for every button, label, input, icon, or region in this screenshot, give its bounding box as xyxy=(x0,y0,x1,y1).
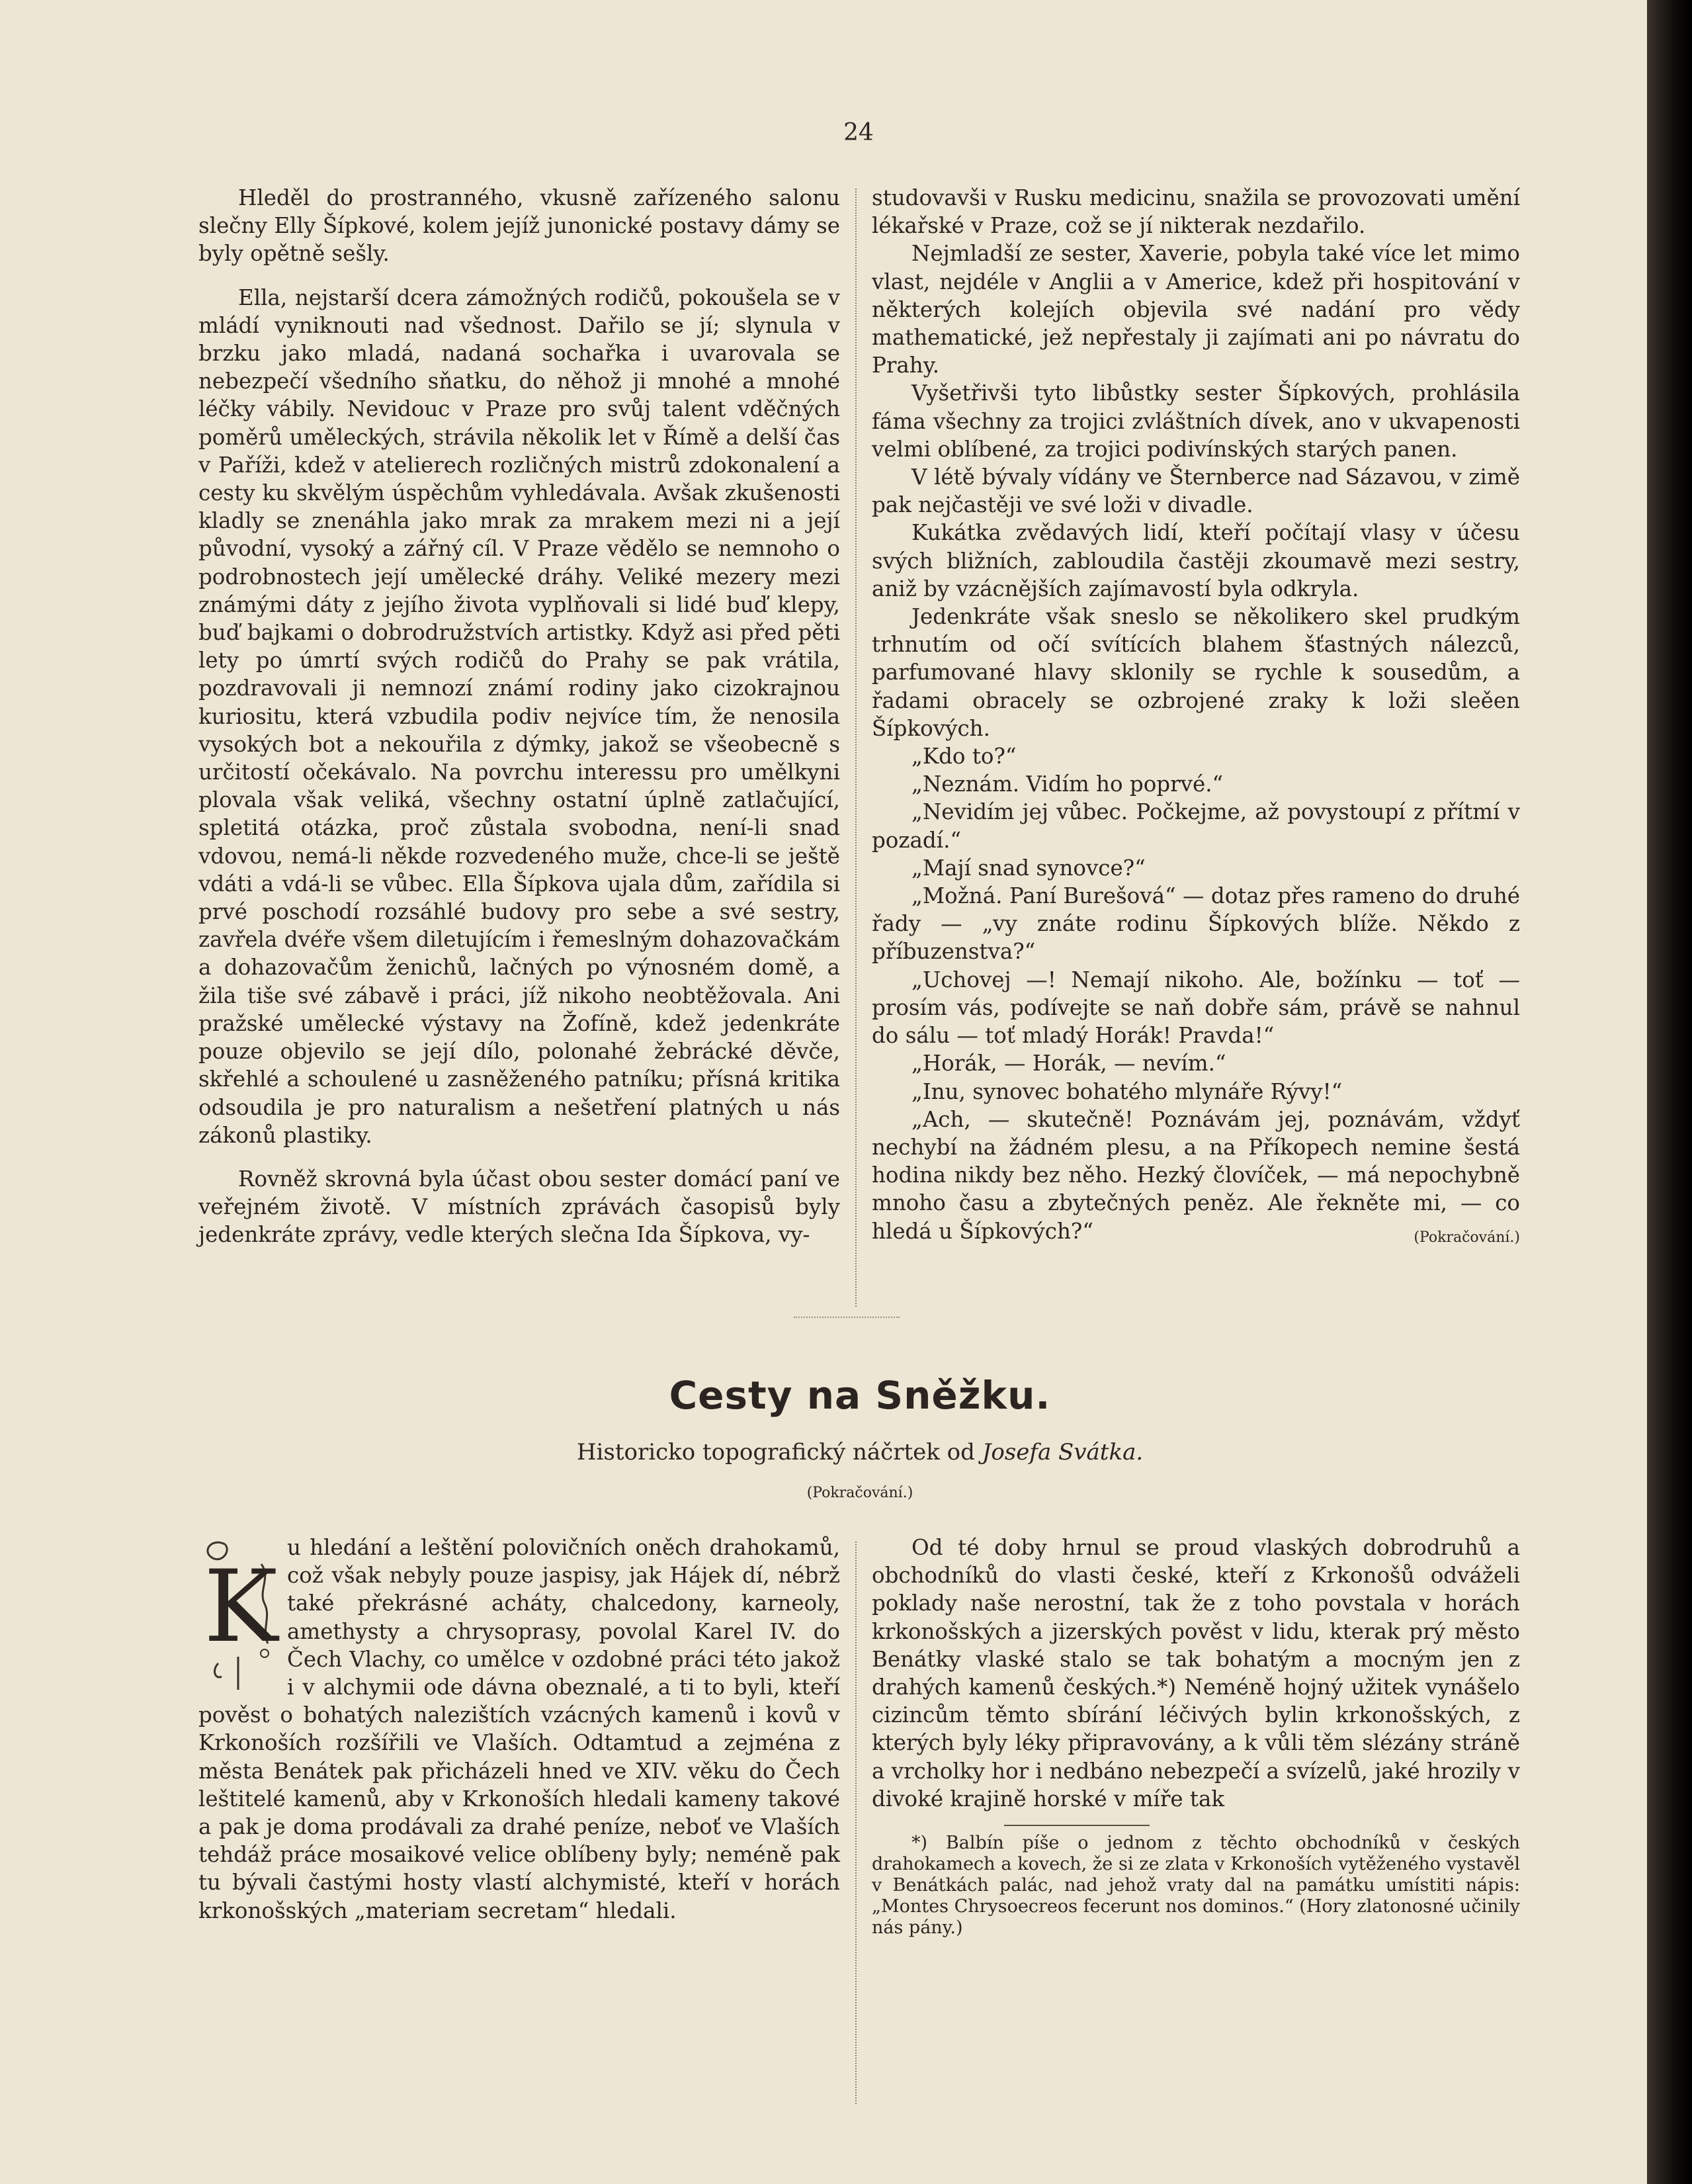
subtitle-text: Historicko topografický náčrtek od xyxy=(576,1439,975,1465)
book-spine-shadow xyxy=(1647,0,1692,2184)
drop-cap-letter: K xyxy=(204,1550,278,1665)
article-paragraph: Od té doby hrnul se proud vlaských dobrodruhů a obchodníků do vlasti české, kteří z Krkonošů odváželi poklady naše nerostní, tak že z toho povstala v horách krkonošských a jizerských pověst v lidu, kterak prý město Benátky vlaské stalo se tak bohatým a mocným jen z drahých kamenů českých.*) Neméně hojný užitek vynášelo cizincům těmto sbírání léčivých bylin krkonošských, z kterých byly léky připravovány, a k vůli těm slézány stráně a vrcholky hor i nedbáno nebezpečí a svízelů, jaké hrozily v divoké krajině horské v míře tak xyxy=(872,1535,1520,1812)
story-paragraph: V létě bývaly vídány ve Šternberce nad Sázavou, v zimě pak nejčastěji ve své loži v divadle. xyxy=(872,464,1520,518)
column-divider xyxy=(855,1542,857,2104)
dialogue-line: „Možná. Paní Burešová“ — dotaz přes rameno do druhé řady — „vy znáte rodinu Šípkových blíže. Někdo z příbuzenstva?“ xyxy=(872,883,1520,965)
article-paragraph: u hledání a leštění polovičních oněch drahokamů, což však nebyly pouze jaspisy, jak Hájek dí, nébrž také překrásné acháty, chalcedony, karneoly, amethysty a chrysoprasy, povolal Karel IV. do Čech Vlachy, co umělce v ozdobné práci této jakož i v alchymii ode dávna obeznalé, a ti to byli, kteří pověst o bohatých nalezištích vzácných kamenů i kovů v Krkonoších rozšířili ve Vlaších. Odtamtud a zejména z města Benátek pak přicházeli hned ve XIV. věku do Čech leštitelé kamenů, aby v Krkonoších hledali kameny takové a pak je doma prodávali za drahé peníze, neboť ve Vlaších tehdáž práce mosaikové velice oblíbeny byly; neméně pak tu bývali častými hosty vlastí alchymisté, kteří v horách krkonošských „materiam secretam“ hledali. xyxy=(198,1535,840,1923)
footnote-rule xyxy=(1004,1825,1150,1826)
dialogue-line: „Neznám. Vidím ho poprvé.“ xyxy=(911,771,1224,797)
article-column-right xyxy=(872,1534,1520,1939)
column-divider xyxy=(855,189,857,1307)
dialogue-line: „Nevidím jej vůbec. Počkejme, až povystoupí z přítmí v pozadí.“ xyxy=(872,799,1520,853)
section-separator xyxy=(794,1317,900,1318)
ornamental-initial xyxy=(198,1538,278,1694)
dialogue-line: „Horák, — Horák, — nevím.“ xyxy=(911,1051,1226,1076)
story-paragraph: Ella, nejstarší dcera zámožných rodičů, pokoušela se v mládí vyniknouti nad všednost. Dařilo se jí; slynula v brzku jako mladá, nadaná sochařka i uvarovala se nebezpečí všedního sňatku, do něhož ji mnohé a mnohé léčky vábily. Nevidouc v Praze pro svůj talent vděčných poměrů uměleckých, strávila několik let v Římě a delší čas v Paříži, kdež v atelierech rozličných mistrů zdokonalení a cesty ku skvělým úspěchům vyhledávala. Avšak zkušenosti kladly se znenáhla jako mrak za mrakem mezi ni a její původní, vysoký a zářný cíl. V Praze vědělo se nemnoho o podrobnostech její umělecké dráhy. Veliké mezery mezi známými dáty z jejího života vyplňovali si lidé buď klepy, buď bajkami o dobrodružstvích artistky. Když asi před pěti lety po úmrtí svých rodičů do Prahy se pak vrátila, pozdravovali ji nemnozí známí rodiny jako cizokrajnou kuriositu, která vzbudila podiv nejvíce tím, že nenosila vysokých bot a nekouřila z dýmky, jakož se všeobecně s určitostí očekávalo. Na povrchu interessu pro umělkyni plovala však veliká, všechny ostatní úplně zatlačující, spletitá otázka, proč zůstala svobodna, není-li snad vdovou, nemá-li někde rozvedeného muže, chce-li se ještě vdáti a vdá-li se vůbec. Ella Šípkova ujala dům, zařídila si prvé poschodí rozsáhlé budovy pro sebe a své sestry, zavřela dvéře všem diletujícím i řemeslným dohazovačkám a dohazovačům ženichů, lačných po výnosném domě, a žila tiše své zábavě i práci, jíž nikoho neobtěžovala. Ani pražské umělecké výstavy na Žofíně, kdež jedenkráte pouze objevilo se její dílo, polonahé žebrácké děvče, skřehlé a schoulené u zasněženého patníku; přísná kritika odsoudila je pro naturalism a nešetření platných u nás zákonů plastiky. xyxy=(198,284,840,1148)
page-number: 24 xyxy=(843,119,874,146)
dialogue-line: „Mají snad synovce?“ xyxy=(911,855,1146,881)
continued-label: (Pokračování.) xyxy=(806,1485,913,1501)
dialogue-line: „Uchovej —! Nemají nikoho. Ale, božínku — toť — prosím vás, podívejte se naň dobře sám, právě se nahnul do sálu — toť mladý Horák! Pravda!“ xyxy=(872,967,1520,1049)
story-paragraph: Rovněž skrovná byla účast obou sester domácí paní ve veřejném životě. V místních zprávách časopisů byly jedenkráte zprávy, vedle kterých slečna Ida Šípkova, vy- xyxy=(198,1166,840,1248)
article-subtitle xyxy=(331,1439,1389,1465)
story-paragraph: Kukátka zvědavých lidí, kteří počítají vlasy v účesu svých bližních, zabloudila častěji zkoumavě mezi sestry, aniž by vzácnějších zajímavostí byla odkryla. xyxy=(872,520,1520,601)
footnote: *) Balbín píše o jednom z těchto obchodníků v českých drahokamech a kovech, že si ze zlata v Krkonoších vytěženého vystavěl v Benátkách palác, nad jehož vraty dal na památku umístiti nápis: „Montes Chrysoecreos fecerunt nos dominos.“ (Hory zlatonosné učinily nás pány.) xyxy=(872,1833,1520,1939)
dialogue-line: „Kdo to?“ xyxy=(911,744,1017,769)
story-paragraph: Vyšetřivši tyto libůstky sester Šípkových, prohlásila fáma všechny za trojici zvláštních dívek, ano v ukvapenosti velmi oblíbené, za trojici podivínských starých panen. xyxy=(872,380,1520,462)
dialogue-text: „Ach, — skutečně! Poznávám jej, poznávám, vždyť nechybí na žádném plesu, a na Příkopech nemine šestá hodina nikdy bez něho. Hezký človíček, — má nepochybně mnoho času a zbytečných peněz. Ale řekněte mi, — co hledá u Šípkových?“ xyxy=(872,1106,1520,1244)
dialogue-line xyxy=(872,1106,1520,1245)
story-paragraph: studovavši v Rusku medicinu, snažila se provozovati umění lékařské v Praze, což se jí nikterak nezdařilo. xyxy=(872,185,1520,239)
story-paragraph: Hleděl do prostranného, vkusně zařízeného salonu slečny Elly Šípkové, kolem jejíž junonické postavy dámy se byly opětně sešly. xyxy=(198,185,840,267)
continuation-note: (Pokračování.) xyxy=(1414,1229,1520,1246)
dialogue-line: „Inu, synovec bohatého mlynáře Rývy!“ xyxy=(911,1078,1343,1104)
story-column-right xyxy=(872,184,1520,1252)
article-title: Cesty na Sněžku. xyxy=(669,1373,1051,1418)
article-column-left xyxy=(198,1534,840,1925)
story-column-left xyxy=(198,184,840,1249)
story-paragraph: Jedenkráte však sneslo se několikero skel prudkým trhnutím od očí svítících blahem šťastných nálezců, parfumované hlavy sklonily se rychle k sousedům, a řadami obracely se ozbrojené zraky k loži sleěen Šípkových. xyxy=(872,604,1520,741)
story-paragraph: Nejmladší ze sester, Xaverie, pobyla také více let mimo vlast, nejdéle v Anglii a v Americe, kdež při hospitování v některých kolejích objevila své nadání pro vědy mathematické, jež nepřestaly ji zajímati ani po návratu do Prahy. xyxy=(872,241,1520,378)
author-name: Josefa Svátka. xyxy=(982,1439,1144,1465)
